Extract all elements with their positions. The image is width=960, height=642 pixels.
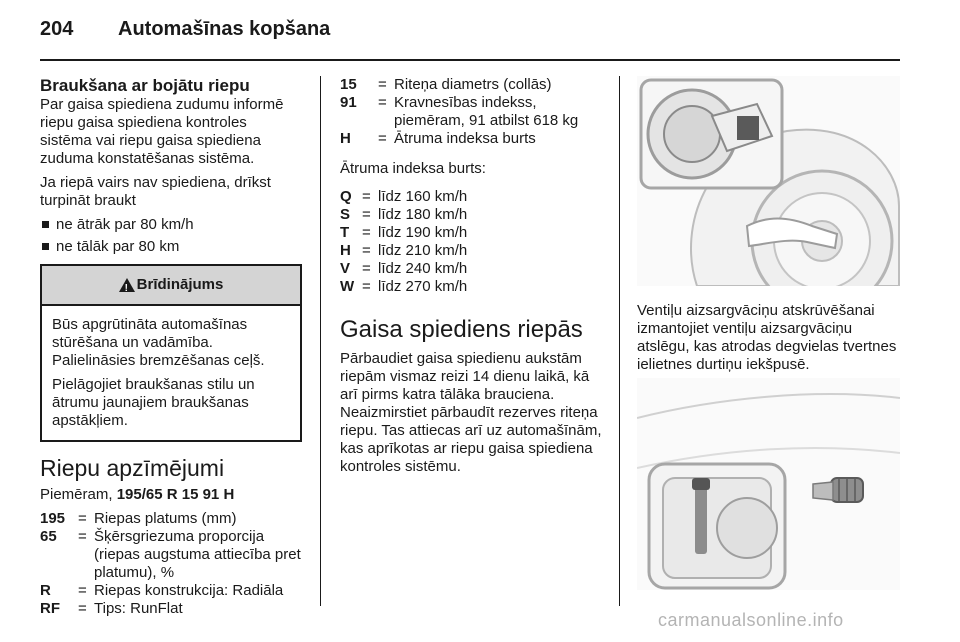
speed-key: H bbox=[340, 242, 351, 259]
example-line bbox=[40, 486, 302, 504]
column-1 bbox=[40, 76, 302, 618]
heading-tyre-markings: Riepu apzīmējumi bbox=[40, 455, 225, 481]
definition-row bbox=[40, 510, 302, 528]
speed-equals: = bbox=[362, 278, 371, 295]
speed-key: Q bbox=[340, 188, 352, 205]
paragraph: Par gaisa spiediena zudumu informē riepu gaisa spiediena kontroles sistēma vai riepu gaisa spiediena zuduma konstatēšanas sistēma. bbox=[40, 96, 284, 167]
speed-value: līdz 160 km/h bbox=[378, 188, 468, 205]
speed-row bbox=[340, 206, 602, 224]
speed-value: līdz 240 km/h bbox=[378, 260, 468, 277]
heading-tyre-pressure: Gaisa spiediens riepās bbox=[340, 316, 583, 343]
speed-row bbox=[340, 278, 602, 296]
bullet-item: ne tālāk par 80 km bbox=[40, 238, 302, 256]
column-2 bbox=[340, 76, 602, 482]
warning-paragraph: Pielāgojiet braukšanas stilu un ātrumu jaunajiem braukšanas apstākļiem. bbox=[52, 376, 255, 429]
paragraph: Ja riepā vairs nav spiediena, drīkst turpināt braukt bbox=[40, 174, 271, 209]
page-header bbox=[40, 18, 330, 41]
definition-key: 91 bbox=[340, 94, 357, 111]
valve-cap-key-drawing bbox=[637, 378, 900, 590]
column-divider bbox=[619, 76, 620, 606]
definition-value: Kravnesības indekss, piemēram, 91 atbilst 618 kg bbox=[394, 94, 579, 129]
speed-key: W bbox=[340, 278, 355, 295]
example-code: 195/65 R 15 91 H bbox=[116, 486, 235, 503]
warning-title: Brīdinājums bbox=[136, 276, 224, 293]
page-title: Automašīnas kopšana bbox=[118, 18, 331, 40]
tyre-code-definitions-continued bbox=[340, 76, 602, 148]
definition-equals: = bbox=[378, 94, 387, 111]
speed-key: T bbox=[340, 224, 350, 241]
valve-cap-removal-drawing bbox=[637, 76, 900, 286]
speed-key: V bbox=[340, 260, 351, 277]
speed-index-intro: Ātruma indeksa burts: bbox=[340, 160, 486, 177]
paragraph: Pārbaudiet gaisa spiedienu aukstām riepām vismaz reizi 14 dienu laikā, kā arī pirms katra tālāka brauciena. Neaizmirstiet pārbaudīt rezerves riteņa riepu. Tas attiecas arī uz automašīnām, kas aprīkotas ar riepu gaisa spiediena kontroles sistēmu. bbox=[340, 350, 602, 475]
definition-value: Šķērsgriezuma proporcija (riepas augstuma attiecība pret platumu), % bbox=[94, 528, 301, 581]
header-rule bbox=[40, 59, 900, 61]
definition-row bbox=[340, 94, 602, 130]
definition-key: 65 bbox=[40, 528, 57, 545]
speed-value: līdz 270 km/h bbox=[378, 278, 468, 295]
definition-equals: = bbox=[378, 130, 387, 147]
speed-equals: = bbox=[362, 224, 371, 241]
speed-row bbox=[340, 224, 602, 242]
definition-equals: = bbox=[78, 600, 87, 617]
definition-value: Riepas konstrukcija: Radiāla bbox=[94, 582, 284, 599]
speed-row bbox=[340, 188, 602, 206]
definition-key: H bbox=[340, 130, 351, 147]
watermark: carmanualsonline.info bbox=[658, 610, 844, 630]
column-3-text bbox=[637, 302, 900, 380]
definition-value: Riteņa diametrs (collās) bbox=[394, 76, 552, 93]
speed-equals: = bbox=[362, 206, 371, 223]
speed-value: līdz 180 km/h bbox=[378, 206, 468, 223]
speed-equals: = bbox=[362, 260, 371, 277]
definition-key: R bbox=[40, 582, 51, 599]
page-number: 204 bbox=[40, 18, 74, 40]
bullet-item: ne ātrāk par 80 km/h bbox=[40, 216, 302, 234]
example-prefix: Piemēram, bbox=[40, 486, 117, 503]
definition-value: Riepas platums (mm) bbox=[94, 510, 237, 527]
definition-key: 15 bbox=[340, 76, 357, 93]
illustration-valve-cap-key bbox=[637, 378, 900, 590]
definition-equals: = bbox=[78, 510, 87, 527]
illustration-valve-cap-removal bbox=[637, 76, 900, 286]
speed-value: līdz 210 km/h bbox=[378, 242, 468, 259]
definition-equals: = bbox=[78, 528, 87, 545]
bullet-list bbox=[40, 216, 302, 256]
section-title-damaged-tyre: Braukšana ar bojātu riepu bbox=[40, 76, 250, 95]
definition-row bbox=[340, 76, 602, 94]
speed-row bbox=[340, 242, 602, 260]
definition-equals: = bbox=[78, 582, 87, 599]
warning-body bbox=[42, 306, 300, 440]
warning-triangle-icon bbox=[119, 278, 135, 292]
definition-value: Tips: RunFlat bbox=[94, 600, 183, 617]
warning-box bbox=[40, 264, 302, 442]
speed-index-list bbox=[340, 188, 602, 296]
speed-row bbox=[340, 260, 602, 278]
definition-row bbox=[340, 130, 602, 148]
definition-equals: = bbox=[378, 76, 387, 93]
warning-header bbox=[42, 266, 300, 306]
warning-paragraph: Būs apgrūtināta automašīnas stūrēšana un vadāmība. Palielināsies bremzēšanas ceļš. bbox=[52, 316, 265, 369]
definition-key: 195 bbox=[40, 510, 66, 527]
definition-row bbox=[40, 528, 302, 582]
tyre-code-definitions bbox=[40, 510, 302, 618]
column-divider bbox=[320, 76, 321, 606]
speed-key: S bbox=[340, 206, 351, 223]
speed-equals: = bbox=[362, 188, 371, 205]
speed-equals: = bbox=[362, 242, 371, 259]
definition-row bbox=[40, 582, 302, 600]
definition-key: RF bbox=[40, 600, 60, 617]
paragraph: Ventiļu aizsargvāciņu atskrūvēšanai izmantojiet ventiļu aizsargvāciņu atslēgu, kas atrodas degvielas tvertnes ielietnes durtiņu iekšpusē. bbox=[637, 302, 897, 373]
speed-value: līdz 190 km/h bbox=[378, 224, 468, 241]
definition-row bbox=[40, 600, 302, 618]
definition-value: Ātruma indeksa burts bbox=[394, 130, 536, 147]
